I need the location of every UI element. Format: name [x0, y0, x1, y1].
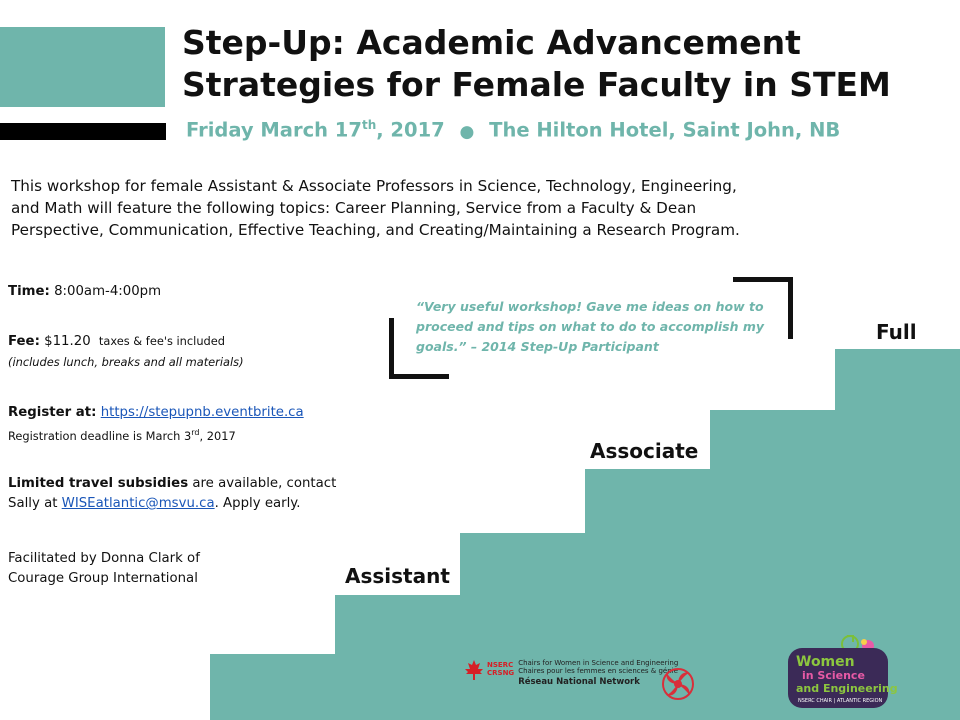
stair-label-associate: Associate: [590, 439, 699, 463]
wise-logo: [788, 630, 900, 720]
bullet-separator: ●: [459, 121, 475, 142]
stair-label-assistant: Assistant: [345, 564, 450, 588]
event-year: , 2017: [376, 118, 445, 142]
intro-line-3: Perspective, Communication, Effective Teaching, and Creating/Maintaining a Research Program.: [11, 221, 740, 239]
title-line-2: Strategies for Female Faculty in STEM: [182, 65, 891, 104]
title-line-1: Step-Up: Academic Advancement: [182, 23, 801, 62]
travel-info: [8, 474, 336, 514]
nserc-label: NSERC: [487, 661, 514, 669]
testimonial-quote: [416, 297, 786, 357]
time-value: 8:00am-4:00pm: [54, 284, 162, 299]
nserc-chairs-text: [518, 659, 678, 686]
facilitator-info: [8, 549, 200, 589]
black-accent-bar: [0, 123, 166, 140]
wise-line-2: in Science: [802, 669, 865, 682]
fee-label: Fee:: [8, 334, 40, 349]
travel-contact: Sally at: [8, 496, 58, 511]
wise-line-1: Women: [796, 654, 855, 670]
event-venue: The Hilton Hotel, Saint John, NB: [489, 118, 841, 142]
quote-line-2: proceed and tips on what to do to accomplish my: [416, 319, 765, 334]
facilitator-line-1: Facilitated by Donna Clark of: [8, 551, 200, 566]
register-label: Register at:: [8, 405, 97, 420]
fee-info: [8, 331, 244, 372]
fee-includes: (includes lunch, breaks and all materials): [8, 355, 244, 369]
fee-value: $11.20: [44, 334, 91, 349]
time-label: Time:: [8, 284, 50, 299]
facilitator-line-2: Courage Group International: [8, 571, 198, 586]
travel-bold: Limited travel subsidies: [8, 476, 189, 491]
teal-header-block: [0, 27, 165, 107]
travel-suffix: . Apply early.: [214, 496, 301, 511]
stair-label-full: Full: [876, 320, 917, 344]
event-date-venue: [186, 118, 840, 142]
quote-line-3: goals.” – 2014 Step-Up Participant: [416, 339, 659, 354]
intro-line-1: This workshop for female Assistant & Associate Professors in Science, Technology, Engineering,: [11, 177, 737, 195]
stair-step-3: [460, 533, 960, 599]
register-link[interactable]: https://stepupnb.eventbrite.ca: [100, 405, 304, 420]
stair-step-4: [585, 469, 960, 535]
intro-line-2: and Math will feature the following topics: Career Planning, Service from a Faculty & Dean: [11, 199, 697, 217]
register-info: [8, 403, 304, 446]
network-label: Réseau National Network: [518, 677, 640, 687]
wise-emblem: [788, 630, 900, 716]
page-title: [182, 22, 942, 106]
travel-rest: are available, contact: [192, 476, 337, 491]
deadline-text: Registration deadline is March 3: [8, 428, 192, 443]
contact-email-link[interactable]: WISEatlantic@msvu.ca: [61, 496, 215, 511]
time-info: [8, 282, 161, 302]
intro-paragraph: [11, 175, 851, 241]
wise-line-4: NSERC CHAIR | ATLANTIC REGION: [798, 698, 883, 704]
event-date: Friday March 17: [186, 118, 362, 142]
quote-line-1: “Very useful workshop! Gave me ideas on how to: [416, 299, 764, 314]
stair-step-6: [835, 349, 960, 415]
fee-note: taxes & fee's included: [98, 334, 226, 348]
stair-step-5: [710, 410, 960, 476]
wise-line-3: and Engineering: [796, 682, 898, 695]
crsng-label: CRSNG: [487, 669, 515, 677]
event-date-suffix: th: [361, 118, 377, 132]
nserc-logo: [463, 659, 678, 686]
chairs-english: Chairs for Women in Science and Engineering: [518, 659, 679, 667]
deadline-year: , 2017: [199, 428, 236, 443]
chairs-french: Chaires pour les femmes en sciences & génie: [518, 667, 678, 675]
network-swirl-icon: [661, 667, 695, 701]
deadline-suffix: rd: [191, 428, 200, 437]
maple-leaf-icon: [463, 659, 485, 681]
